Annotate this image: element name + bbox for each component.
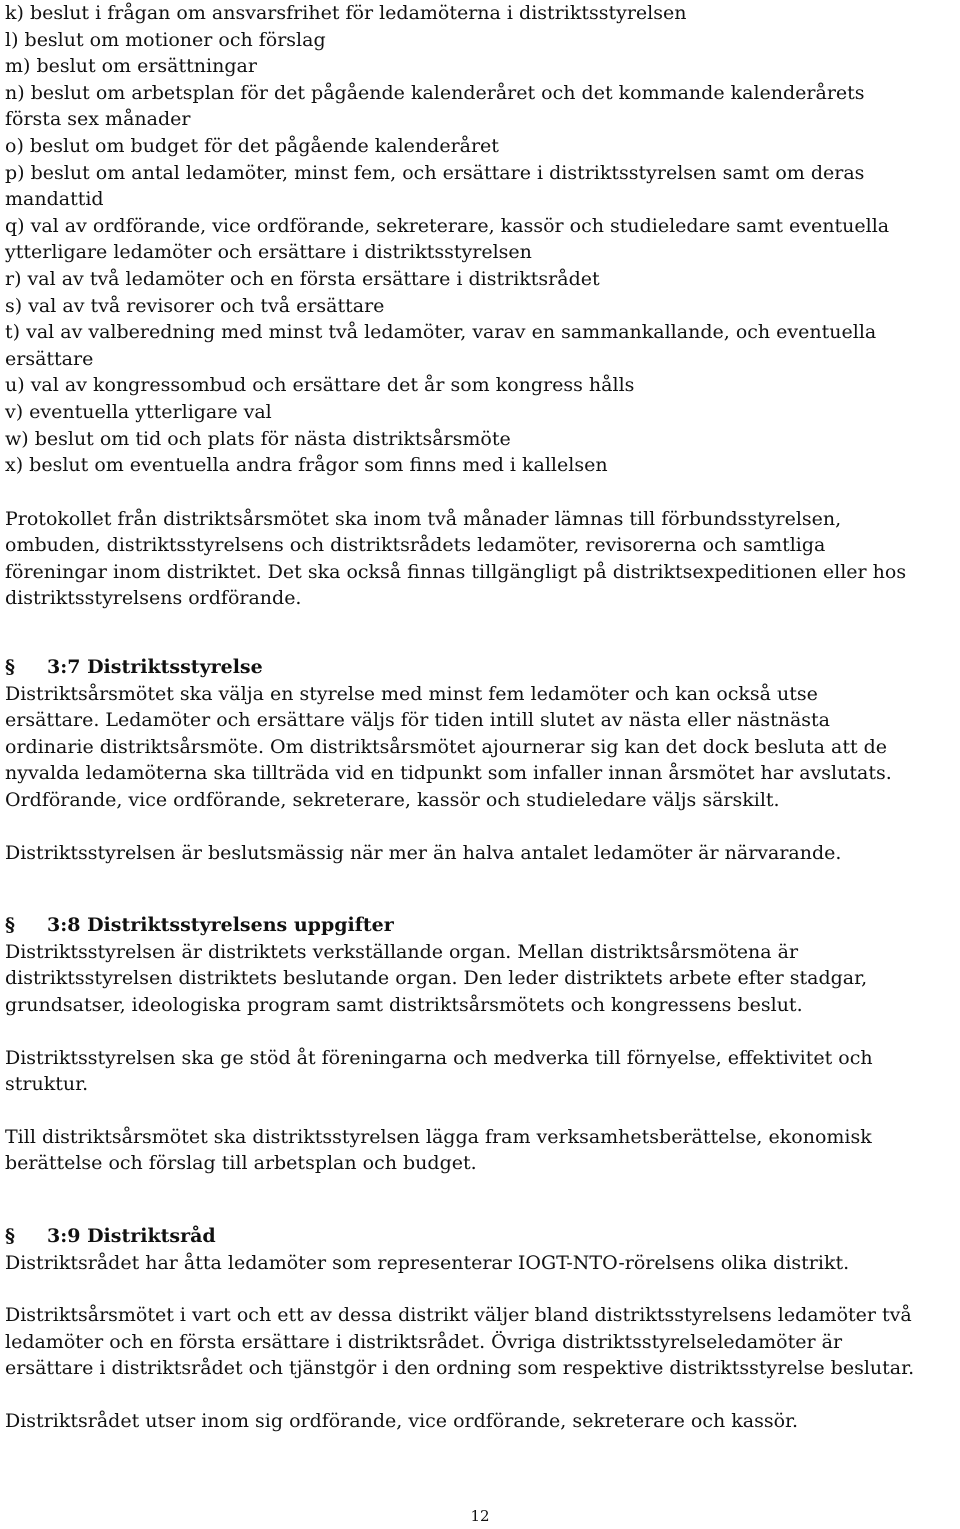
paragraph-line: ledamöter och en första ersättare i distriktsrådet. Övriga distriktsstyrelseledamöter är	[5, 1330, 843, 1353]
section-heading-3-9	[5, 1223, 957, 1250]
agenda-item: m) beslut om ersättningar	[5, 55, 257, 78]
paragraph-line: ersättare i distriktsrådet och tjänstgör i den ordning som respektive distriktsstyrelse beslutar.	[5, 1357, 915, 1380]
paragraph-line: Distriktsårsmötet i vart och ett av dessa distrikt väljer bland distriktsstyrelsens ledamöter två	[5, 1304, 912, 1327]
agenda-item: ersättare	[5, 347, 94, 370]
paragraph-sign: §	[5, 914, 15, 937]
paragraph-line: Ordförande, vice ordförande, sekreterare, kassör och studieledare väljs särskilt.	[5, 789, 780, 812]
section-paragraph	[5, 1124, 957, 1177]
paragraph-line: distriktsstyrelsens ordförande.	[5, 587, 302, 610]
agenda-item: första sex månader	[5, 108, 191, 131]
document-page	[5, 0, 957, 1435]
paragraph-line: struktur.	[5, 1073, 89, 1096]
paragraph-line: föreningar inom distriktet. Det ska också finnas tillgängligt på distriktsexpeditionen eller hos	[5, 560, 907, 583]
paragraph-line: berättelse och förslag till arbetsplan och budget.	[5, 1152, 477, 1175]
paragraph-line: Distriktsstyrelsen är distriktets verkställande organ. Mellan distriktsårsmötena är	[5, 940, 799, 963]
section-heading-3-8	[5, 912, 957, 939]
agenda-item: l) beslut om motioner och förslag	[5, 28, 326, 51]
section-title: 3:9 Distriktsråd	[47, 1224, 216, 1247]
paragraph-sign: §	[5, 656, 15, 679]
paragraph-line: Distriktsrådet utser inom sig ordförande, vice ordförande, sekreterare och kassör.	[5, 1409, 799, 1432]
paragraph-line: Distriktsstyrelsen ska ge stöd åt föreningarna och medverka till förnyelse, effektivitet och	[5, 1046, 873, 1069]
agenda-item: u) val av kongressombud och ersättare det år som kongress hålls	[5, 374, 635, 397]
paragraph-line: ordinarie distriktsårsmöte. Om distriktsårsmötet ajournerar sig kan det dock besluta att de	[5, 735, 888, 758]
page-number: 12	[470, 1507, 490, 1525]
section-title: 3:8 Distriktsstyrelsens uppgifter	[47, 914, 394, 937]
agenda-item: p) beslut om antal ledamöter, minst fem, och ersättare i distriktsstyrelsen samt om deras	[5, 161, 865, 184]
agenda-item: o) beslut om budget för det pågående kalenderåret	[5, 134, 499, 157]
section-title: 3:7 Distriktsstyrelse	[47, 656, 263, 679]
agenda-item-list	[5, 0, 957, 479]
section-paragraph	[5, 1408, 957, 1435]
paragraph-sign: §	[5, 1224, 15, 1247]
paragraph-line: ersättare. Ledamöter och ersättare väljs för tiden intill slutet av nästa eller nästnästa	[5, 709, 830, 732]
section-paragraph	[5, 681, 957, 814]
agenda-item: w) beslut om tid och plats för nästa distriktsårsmöte	[5, 427, 511, 450]
paragraph-line: Distriktsårsmötet ska välja en styrelse med minst fem ledamöter och kan också utse	[5, 682, 818, 705]
agenda-item: x) beslut om eventuella andra frågor som finns med i kallelsen	[5, 454, 608, 477]
paragraph-line: grundsatser, ideologiska program samt distriktsårsmötets och kongressens beslut.	[5, 994, 803, 1016]
agenda-item: k) beslut i frågan om ansvarsfrihet för ledamöterna i distriktsstyrelsen	[5, 2, 687, 24]
agenda-item: v) eventuella ytterligare val	[5, 400, 272, 423]
section-paragraph	[5, 840, 957, 867]
agenda-item: n) beslut om arbetsplan för det pågående kalenderåret och det kommande kalenderårets	[5, 81, 865, 104]
paragraph-line: Protokollet från distriktsårsmötet ska inom två månader lämnas till förbundsstyrelsen,	[5, 507, 842, 530]
section-paragraph	[5, 939, 957, 1019]
protocol-paragraph	[5, 506, 957, 612]
paragraph-line: Distriktsstyrelsen är beslutsmässig när mer än halva antalet ledamöter är närvarande.	[5, 841, 842, 864]
paragraph-line: distriktsstyrelsen distriktets beslutande organ. Den leder distriktets arbete efter stadgar,	[5, 967, 868, 990]
section-paragraph	[5, 1302, 957, 1382]
agenda-item: r) val av två ledamöter och en första ersättare i distriktsrådet	[5, 267, 600, 290]
paragraph-line: Till distriktsårsmötet ska distriktsstyrelsen lägga fram verksamhetsberättelse, ekonomisk	[5, 1125, 872, 1148]
agenda-item: t) val av valberedning med minst två ledamöter, varav en sammankallande, och eventuella	[5, 321, 877, 344]
section-paragraph	[5, 1250, 957, 1277]
agenda-item: s) val av två revisorer och två ersättare	[5, 294, 385, 317]
paragraph-line: ombuden, distriktsstyrelsens och distriktsrådets ledamöter, revisorerna och samtliga	[5, 534, 826, 557]
agenda-item: mandattid	[5, 188, 104, 211]
section-heading-3-7	[5, 654, 957, 681]
section-paragraph	[5, 1045, 957, 1098]
paragraph-line: nyvalda ledamöterna ska tillträda vid en tidpunkt som infaller innan årsmötet har avslutats.	[5, 762, 892, 785]
paragraph-line: Distriktsrådet har åtta ledamöter som representerar IOGT-NTO-rörelsens olika distrikt.	[5, 1251, 850, 1274]
agenda-item: q) val av ordförande, vice ordförande, sekreterare, kassör och studieledare samt eventuella	[5, 214, 890, 237]
agenda-item: ytterligare ledamöter och ersättare i distriktsstyrelsen	[5, 241, 532, 264]
